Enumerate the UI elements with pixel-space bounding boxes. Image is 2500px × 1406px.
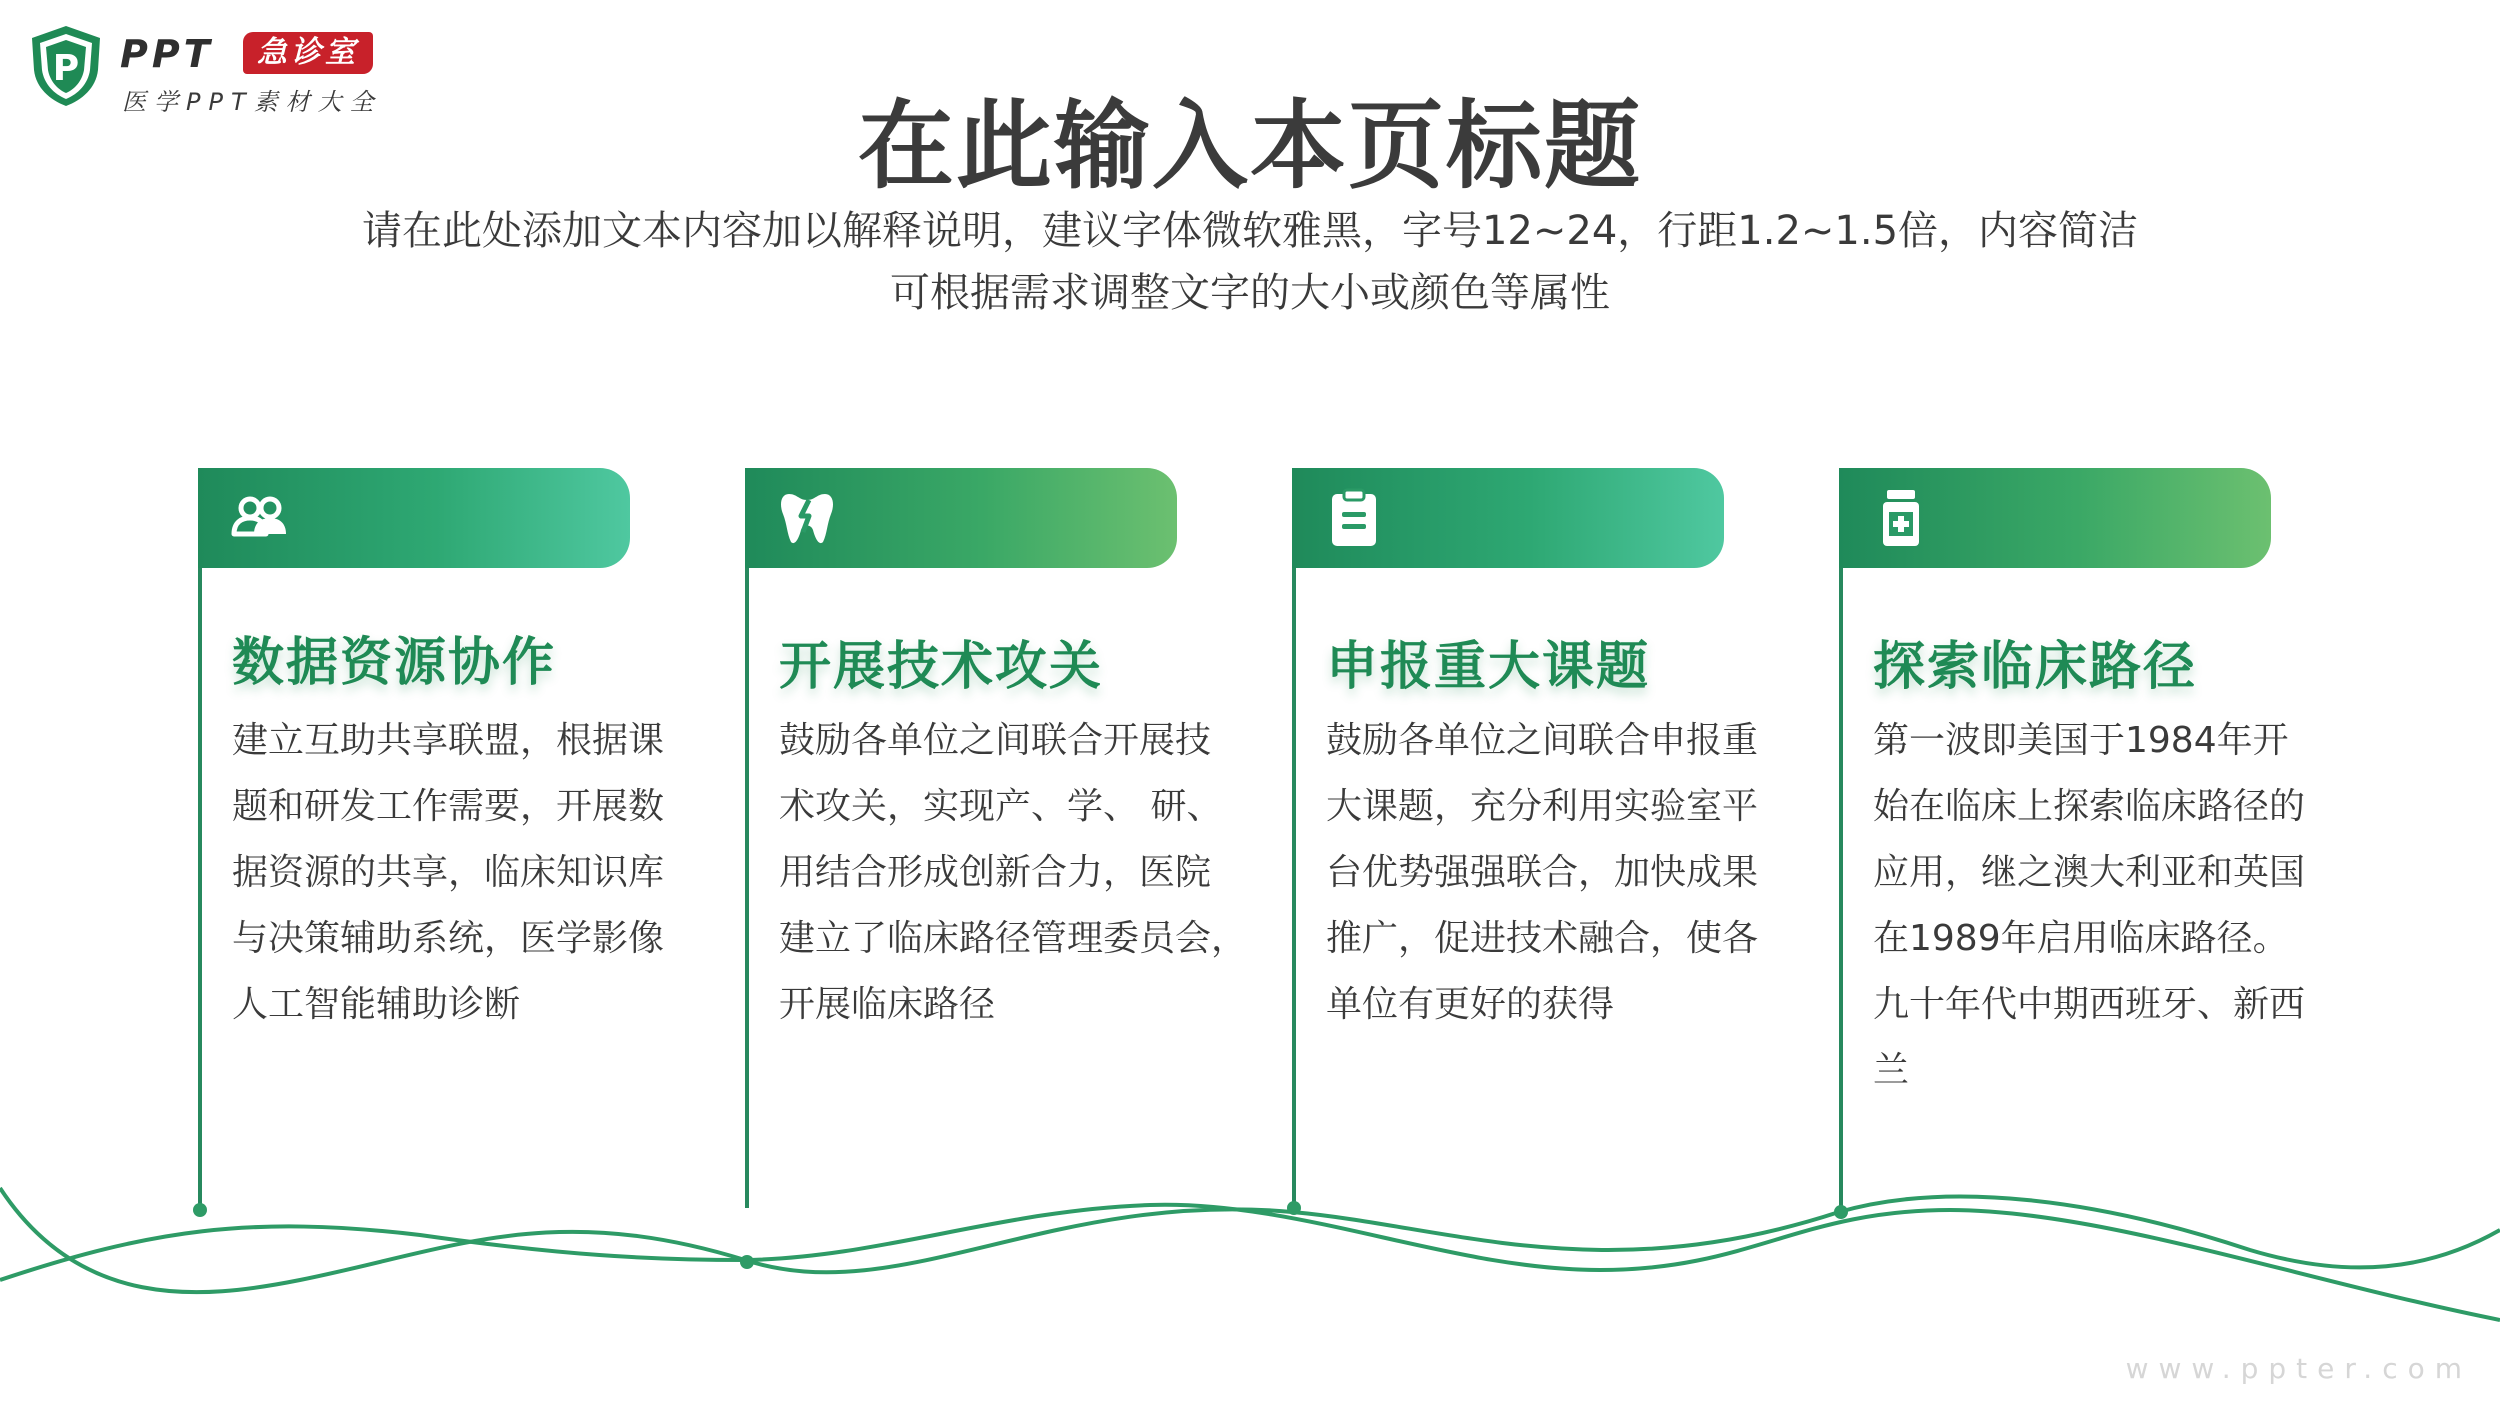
card-body [779, 708, 1249, 1038]
card-body [1326, 708, 1796, 1038]
card-title: 数据资源协作 [232, 633, 557, 693]
brand-tag: 急诊室 [243, 32, 373, 74]
card-pole [745, 568, 749, 1208]
card-text-line: 始在临床上探索临床路径的 [1873, 786, 2306, 827]
card-pole [1839, 568, 1843, 1208]
people-icon [228, 486, 292, 550]
card-text-line: 台优势强强联合，加快成果 [1326, 852, 1759, 893]
card-text-line: 鼓励各单位之间联合申报重 [1326, 720, 1759, 761]
brand-name: PPT [120, 32, 214, 76]
decorative-waves [0, 1160, 2500, 1330]
card-text-line: 用结合形成创新合力，医院 [779, 852, 1212, 893]
watermark: www.ppter.com [2125, 1352, 2472, 1385]
subtitle-line: 请在此处添加文本内容加以解释说明，建议字体微软雅黑，字号12~24，行距1.2~1.5倍，内容简洁 [361, 208, 2139, 254]
card-text-line: 兰 [1873, 1050, 1910, 1091]
clipboard-icon [1322, 486, 1386, 550]
card-text-line: 题和研发工作需要，开展数 [232, 786, 665, 827]
wave-node [740, 1255, 754, 1269]
medicine-bottle-icon [1869, 486, 1933, 550]
card-text-line: 鼓励各单位之间联合开展技 [779, 720, 1212, 761]
card-body [232, 708, 702, 1038]
card-pole [1292, 568, 1296, 1208]
card-text-line: 九十年代中期西班牙、新西 [1873, 984, 2306, 1025]
card-title: 探索临床路径 [1873, 637, 2198, 697]
card-text-line: 建立了临床路径管理委员会， [779, 918, 1248, 959]
card-text-line: 单位有更好的获得 [1326, 984, 1615, 1025]
card-text-line: 据资源的共享，临床知识库 [232, 852, 665, 893]
card-header [1839, 468, 2271, 568]
card-text-line: 开展临床路径 [779, 984, 996, 1025]
wave-node [1834, 1205, 1848, 1219]
card-body [1873, 708, 2343, 1104]
card-title: 开展技术攻关 [779, 637, 1104, 697]
card-header [198, 468, 630, 568]
card-title: 申报重大课题 [1326, 637, 1651, 697]
page-subtitle [300, 200, 2200, 324]
card-text-line: 第一波即美国于1984年开 [1873, 720, 2289, 761]
card-text-line: 建立互助共享联盟，根据课 [232, 720, 665, 761]
card-text-line: 在1989年启用临床路径。 [1873, 918, 2289, 959]
card-text-line: 应用，继之澳大利亚和英国 [1873, 852, 2306, 893]
card-text-line: 人工智能辅助诊断 [232, 984, 521, 1025]
brand-subtitle: 医学PPT素材大全 [122, 88, 382, 116]
tooth-icon [775, 486, 839, 550]
subtitle-line: 可根据需求调整文字的大小或颜色等属性 [890, 270, 1610, 316]
wave-node [193, 1203, 207, 1217]
card-pole [198, 568, 202, 1208]
card-text-line: 推广，促进技术融合，使各 [1326, 918, 1759, 959]
wave-node [1287, 1201, 1301, 1215]
svg-text:P: P [52, 48, 80, 89]
card-header [1292, 468, 1724, 568]
card-text-line: 大课题，充分利用实验室平 [1326, 786, 1759, 827]
card-text-line: 与决策辅助系统，医学影像 [232, 918, 665, 959]
page-title: 在此输入本页标题 [858, 90, 1642, 202]
card-text-line: 术攻关，实现产、学、 研、 [779, 786, 1223, 827]
card-header [745, 468, 1177, 568]
